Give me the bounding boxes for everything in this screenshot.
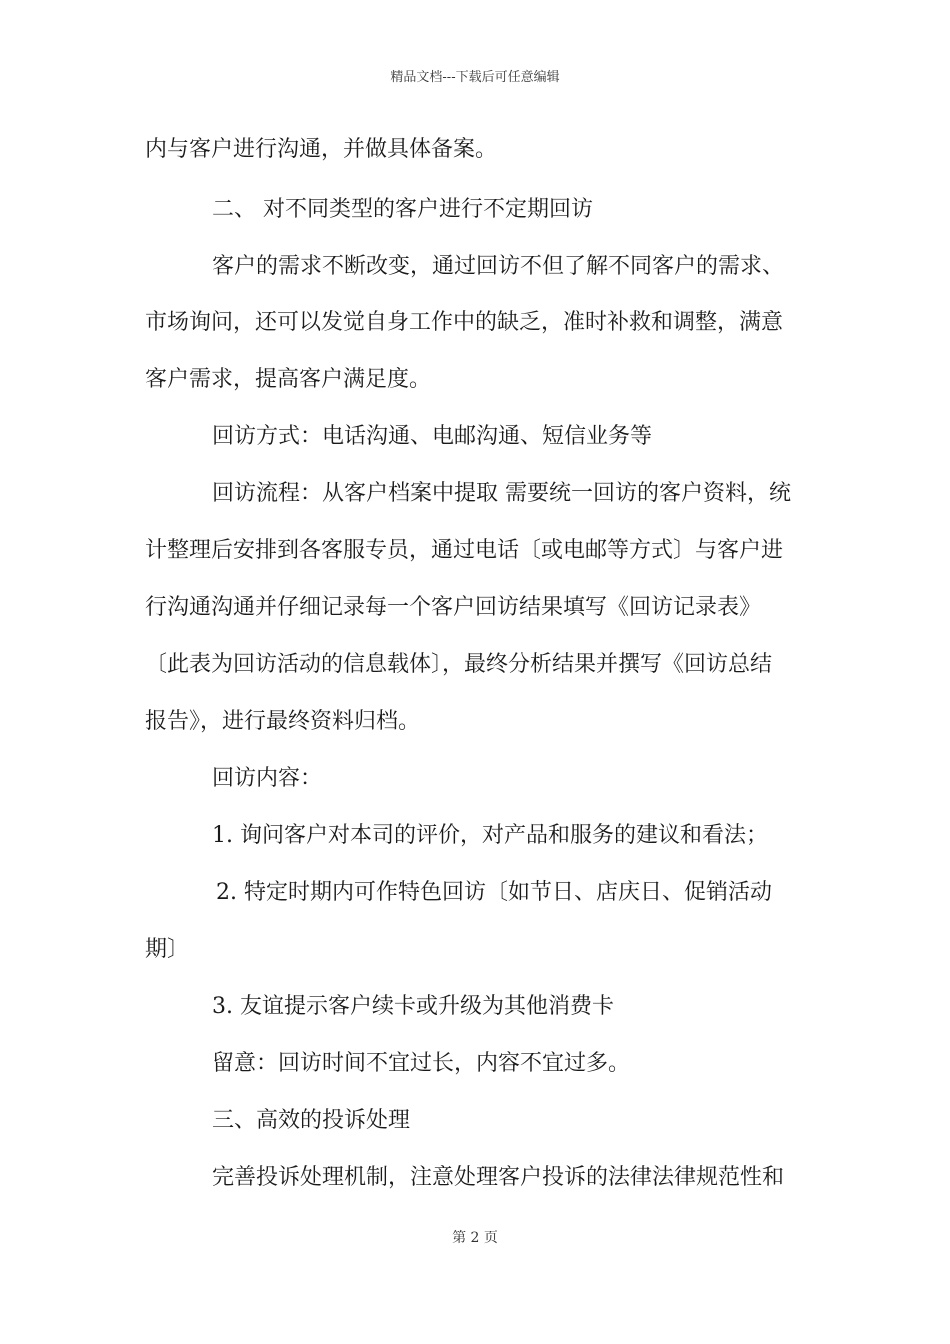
list-item: 1. 询问客户对本司的评价，对产品和服务的建议和看法； [212, 823, 768, 848]
list-item: 3. 友谊提示客户续卡或升级为其他消费卡 [212, 994, 614, 1019]
page-number: 第 2 页 [452, 1230, 498, 1246]
paragraph-line: 回访内容： [212, 766, 323, 791]
list-item: 2. 特定时期内可作特色回访〔如节日、店庆日、促销活动 [216, 880, 772, 905]
paragraph-line: 报告》，进行最终资料归档。 [145, 709, 421, 734]
paragraph-line: 行沟通沟通并仔细记录每一个客户回访结果填写《回访记录表》 [145, 595, 762, 620]
paragraph-line: 计整理后安排到各客服专员，通过电话〔或电邮等方式〕与客户进 [145, 538, 784, 563]
paragraph-line: 市场询问，还可以发觉自身工作中的缺乏，准时补救和调整，满意 [145, 310, 784, 335]
section-heading-2: 二、 对不同类型的客户进行不定期回访 [212, 197, 593, 222]
paragraph-line: 客户的需求不断改变，通过回访不但了解不同客户的需求、 [212, 254, 785, 279]
paragraph-line: 〔此表为回访活动的信息载体〕，最终分析结果并撰写《回访总结 [145, 652, 773, 677]
paragraph-line: 回访流程：从客户档案中提取 需要统一回访的客户资料，统 [212, 481, 791, 506]
paragraph-line: 内与客户进行沟通，并做具体备案。 [145, 137, 498, 162]
section-heading-3: 三、高效的投诉处理 [212, 1108, 411, 1133]
paragraph-line: 客户需求，提高客户满足度。 [145, 367, 432, 392]
page-header: 精品文档---下载后可任意编辑 [390, 70, 560, 85]
paragraph-line: 留意：回访时间不宜过长，内容不宜过多。 [212, 1051, 631, 1076]
list-item-continuation: 期〕 [145, 937, 190, 962]
paragraph-line: 完善投诉处理机制，注意处理客户投诉的法律法律规范性和 [212, 1165, 785, 1190]
paragraph-line: 回访方式：电话沟通、电邮沟通、短信业务等 [212, 424, 653, 449]
